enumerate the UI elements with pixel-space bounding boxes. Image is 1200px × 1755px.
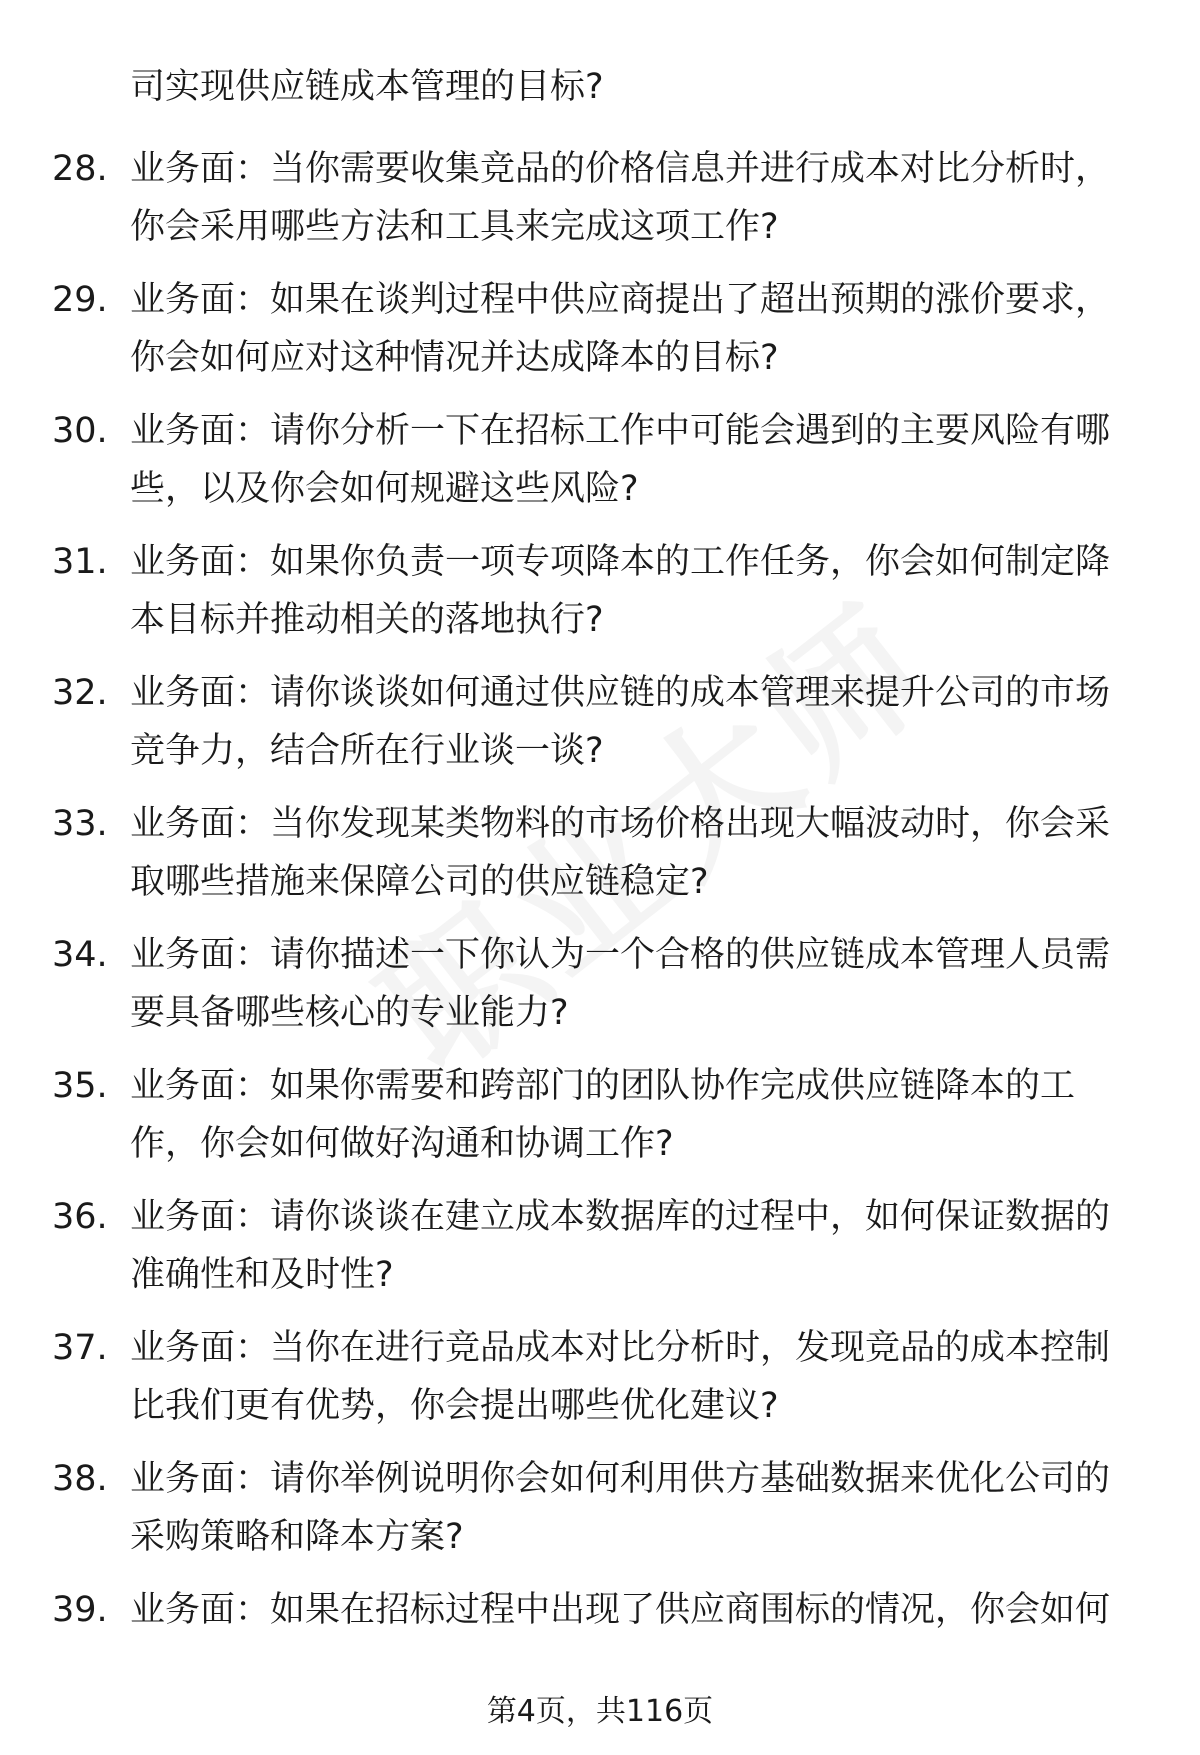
question-number: 36. xyxy=(52,1197,108,1237)
question-text: 业务面：如果你负责一项专项降本的工作任务，你会如何制定降本目标并推动相关的落地执行? xyxy=(130,542,1111,640)
question-item xyxy=(0,664,1200,795)
question-text: 业务面：如果你需要和跨部门的团队协作完成供应链降本的工作，你会如何做好沟通和协调工作? xyxy=(130,1066,1076,1164)
question-number: 30. xyxy=(52,411,108,451)
question-text: 业务面：请你分析一下在招标工作中可能会遇到的主要风险有哪些，以及你会如何规避这些风险? xyxy=(130,411,1111,509)
question-item xyxy=(0,926,1200,1057)
question-item xyxy=(0,271,1200,402)
question-item xyxy=(0,795,1200,926)
page-footer: 第4页，共116页 xyxy=(486,1694,714,1729)
question-text: 业务面：请你描述一下你认为一个合格的供应链成本管理人员需要具备哪些核心的专业能力? xyxy=(130,935,1111,1033)
question-number: 37. xyxy=(52,1328,108,1368)
question-list xyxy=(0,140,1200,1712)
question-text: 业务面：如果在谈判过程中供应商提出了超出预期的涨价要求，你会如何应对这种情况并达成降本的目标? xyxy=(130,280,1111,378)
question-number: 32. xyxy=(52,673,108,713)
question-item xyxy=(0,402,1200,533)
question-text: 业务面：当你在进行竞品成本对比分析时，发现竞品的成本控制比我们更有优势，你会提出哪些优化建议? xyxy=(130,1328,1111,1426)
question-item xyxy=(0,533,1200,664)
question-number: 38. xyxy=(52,1459,108,1499)
question-number: 29. xyxy=(52,280,108,320)
question-number: 39. xyxy=(52,1590,108,1630)
question-item xyxy=(0,140,1200,271)
question-number: 34. xyxy=(52,935,108,975)
question-number: 35. xyxy=(52,1066,108,1106)
question-item xyxy=(0,1319,1200,1450)
question-text: 业务面：如果在招标过程中出现了供应商围标的情况，你会如何 xyxy=(130,1590,1111,1630)
question-text: 业务面：当你需要收集竞品的价格信息并进行成本对比分析时，你会采用哪些方法和工具来完成这项工作? xyxy=(130,149,1111,247)
continuation-text: 司实现供应链成本管理的目标? xyxy=(130,67,604,107)
question-item xyxy=(0,1450,1200,1581)
question-text: 业务面：请你举例说明你会如何利用供方基础数据来优化公司的采购策略和降本方案? xyxy=(130,1459,1111,1557)
question-text: 业务面：当你发现某类物料的市场价格出现大幅波动时，你会采取哪些措施来保障公司的供应链稳定? xyxy=(130,804,1111,902)
question-text: 业务面：请你谈谈如何通过供应链的成本管理来提升公司的市场竞争力，结合所在行业谈一谈? xyxy=(130,673,1111,771)
question-item xyxy=(0,1057,1200,1188)
question-number: 31. xyxy=(52,542,108,582)
question-item xyxy=(0,1188,1200,1319)
question-number: 33. xyxy=(52,804,108,844)
question-text: 业务面：请你谈谈在建立成本数据库的过程中，如何保证数据的准确性和及时性? xyxy=(130,1197,1111,1295)
question-number: 28. xyxy=(52,149,108,189)
